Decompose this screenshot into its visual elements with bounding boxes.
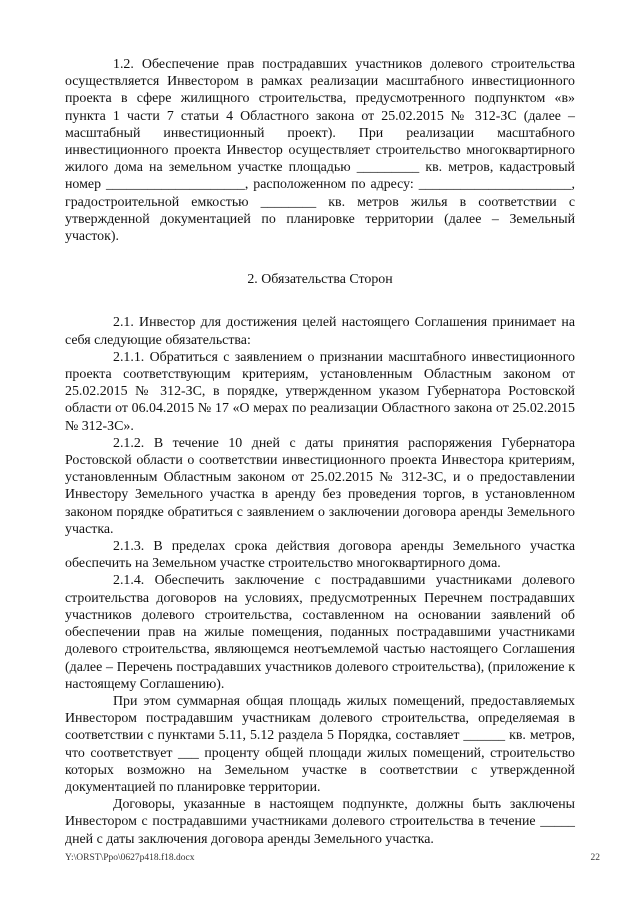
paragraph-2-1-2: 2.1.2. В течение 10 дней с даты принятия распоряжения Губернатора Ростовской области о соответствии инвестиционного проекта Инвестора критериям, установленным Областным законом от 25.02.2015 № 312-ЗС, и о предоставлении Инвестору Земельного участка в аренду без проведения торгов, в установленном законом порядке обратиться с заявлением о заключении договора аренды Земельного участка. — [65, 435, 575, 537]
paragraph-area-note: При этом суммарная общая площадь жилых помещений, предоставляемых Инвестором пострадавшим участникам долевого строительства, определяемая в соответствии с пунктами 5.11, 5.12 раздела 5 Порядка, составляет ______ кв. метров, что соответствует ___ проценту общей площади жилых помещений, строительство которых возможно на Земельном участке в соответствии с утвержденной документацией по планировке территории. — [65, 693, 575, 795]
paragraph-2-1-1: 2.1.1. Обратиться с заявлением о признании масштабного инвестиционного проекта соответствующим критериям, установленным Областным законом от 25.02.2015 № 312-ЗС, в порядке, утвержденном указом Губернатора Ростовской области от 06.04.2015 № 17 «О мерах по реализации Областного закона от 25.02.2015 № 312-ЗС». — [65, 349, 575, 434]
document-page — [65, 56, 575, 848]
page-footer — [65, 853, 600, 863]
footer-file-path: Y:\ORST\Ppo\0627p418.f18.docx — [65, 853, 195, 863]
paragraph-2-1: 2.1. Инвестор для достижения целей настоящего Соглашения принимает на себя следующие обязательства: — [65, 315, 575, 348]
paragraph-2-1-4: 2.1.4. Обеспечить заключение с пострадавшими участниками долевого строительства договоров на условиях, предусмотренных Перечнем пострадавших участников долевого строительства, составленном на основании заявлений об обеспечении прав на жилые помещения, поданных пострадавшими участниками долевого строительства, являющемся неотъемлемой частью настоящего Соглашения (далее – Перечень пострадавших участников долевого строительства), (приложение к настоящему Соглашению). — [65, 573, 575, 692]
paragraph-2-1-3: 2.1.3. В пределах срока действия договора аренды Земельного участка обеспечить на Земельном участке строительство многоквартирного дома. — [65, 539, 575, 572]
section-title: 2. Обязательства Сторон — [247, 272, 393, 288]
paragraph-1-2: 1.2. Обеспечение прав пострадавших участников долевого строительства осуществляется Инвестором в рамках реализации масштабного инвестиционного проекта в сфере жилищного строительства, предусмотренного подпунктом «в» пункта 1 части 7 статьи 4 Областного закона от 25.02.2015 № 312-ЗС (далее – масштабный инвестиционный проект). При реализации масштабного инвестиционного проекта Инвестор осуществляет строительство многоквартирного жилого дома на земельном участке площадью _________ кв. метров, кадастровый номер ____________________, расположенном по адресу: ______________________, градостроительной емкостью ________ кв. метров жилья в соответствии с утвержденной документацией по планировке территории (далее – Земельный участок). — [65, 57, 575, 245]
footer-page-number: 22 — [590, 853, 600, 863]
paragraph-contracts-note: Договоры, указанные в настоящем подпункте, должны быть заключены Инвестором с пострадавшими участниками долевого строительства в течение _____ дней с даты заключения договора аренды Земельного участка. — [65, 797, 575, 847]
